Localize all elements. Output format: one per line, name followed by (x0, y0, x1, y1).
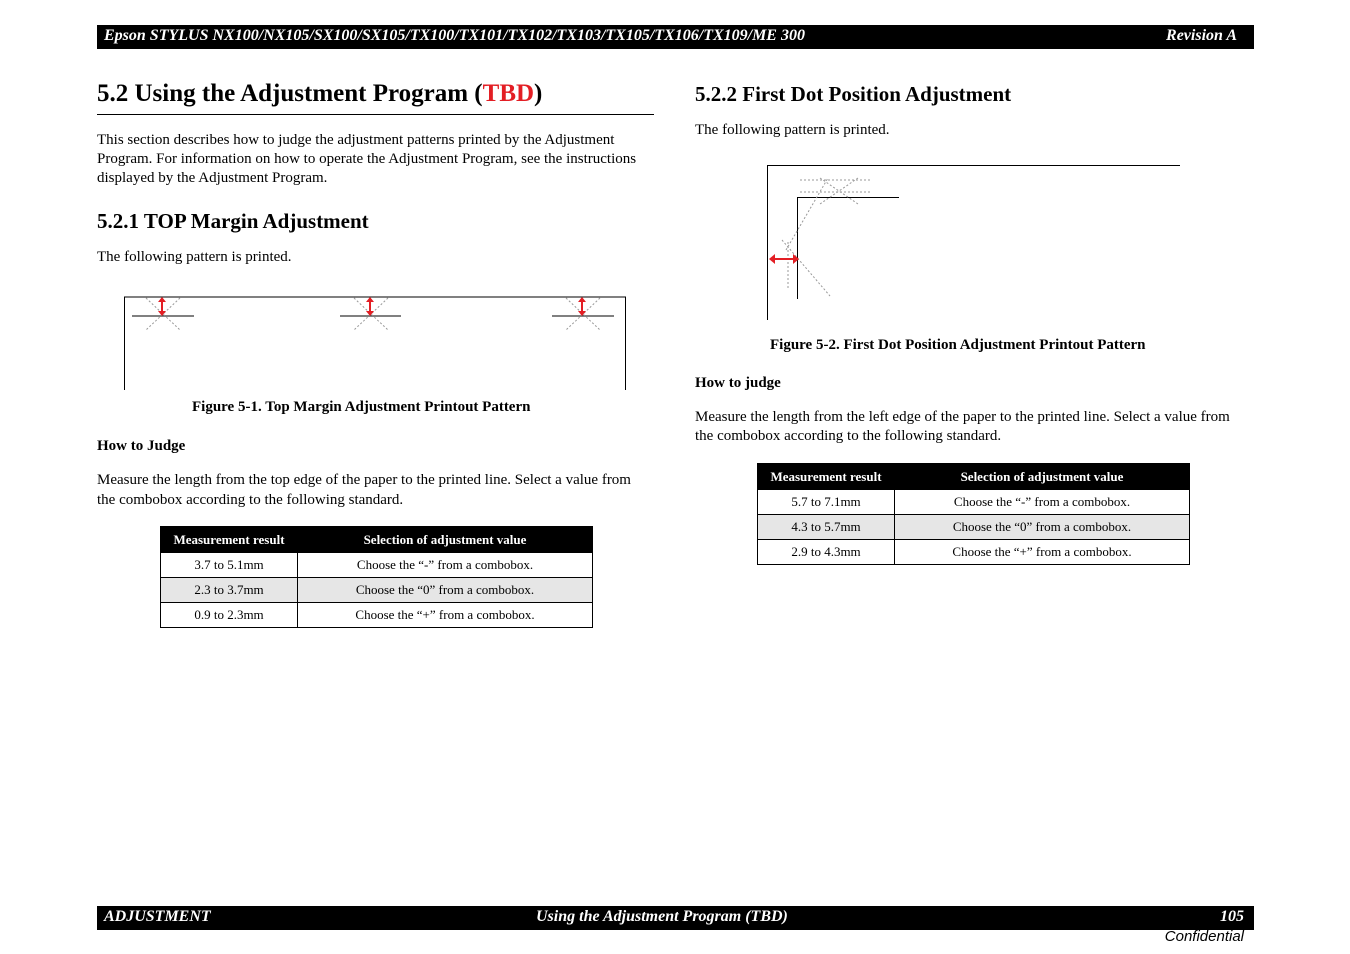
section-title-text: 5.2 Using the Adjustment Program ( (97, 80, 483, 107)
table-row (758, 515, 1190, 540)
section-title-close: ) (534, 80, 543, 107)
table-cell: Choose the “+” from a combobox. (895, 540, 1190, 565)
first-dot-pattern-text: The following pattern is printed. (695, 122, 890, 138)
table-cell: Choose the “+” from a combobox. (298, 603, 593, 628)
tbd-label: TBD (482, 80, 535, 107)
footer-bar (97, 906, 1254, 930)
top-margin-pattern-text: The following pattern is printed. (97, 249, 292, 265)
header-revision: Revision A (1166, 27, 1237, 44)
table-cell: Choose the “0” from a combobox. (298, 578, 593, 603)
header-title: Epson STYLUS NX100/NX105/SX100/SX105/TX100/TX101/TX102/TX103/TX105/TX106/TX109/ME 300 (104, 27, 805, 44)
first-dot-heading: 5.2.2 First Dot Position Adjustment (695, 82, 1012, 106)
confidential-label: Confidential (1164, 928, 1244, 945)
footer-page-number: 105 (1220, 908, 1244, 925)
section-title (97, 80, 542, 108)
top-margin-how-to: How to Judge (97, 438, 186, 454)
title-rule (97, 114, 654, 115)
figure-5-1-caption: Figure 5-1. Top Margin Adjustment Printout Pattern (192, 399, 531, 415)
table-header: Measurement result (161, 527, 298, 553)
header-bar (97, 25, 1254, 49)
first-dot-pattern-figure (760, 158, 1185, 323)
table-row (161, 603, 593, 628)
table-row (161, 578, 593, 603)
table-cell: Choose the “-” from a combobox. (298, 553, 593, 578)
top-margin-pattern-figure (118, 290, 633, 392)
table-cell: Choose the “0” from a combobox. (895, 515, 1190, 540)
footer-section: Using the Adjustment Program (TBD) (536, 908, 788, 925)
top-margin-heading: 5.2.1 TOP Margin Adjustment (97, 209, 369, 233)
first-dot-table (757, 463, 1190, 565)
first-dot-how-to: How to judge (695, 375, 781, 391)
table-cell: 4.3 to 5.7mm (758, 515, 895, 540)
first-dot-instructions: Measure the length from the left edge of the paper to the printed line. Select a value from the combobox according to the following standard. (695, 409, 1230, 444)
figure-5-2-caption: Figure 5-2. First Dot Position Adjustment Printout Pattern (770, 337, 1146, 353)
footer-chapter: ADJUSTMENT (104, 908, 211, 925)
table-cell: Choose the “-” from a combobox. (895, 490, 1190, 515)
section-intro: This section describes how to judge the adjustment patterns printed by the Adjustment Program. For information on how to operate the Adjustment Program, see the instructions displayed by the Adjustment Program. (97, 132, 637, 186)
table-header: Selection of adjustment value (895, 464, 1190, 490)
table-cell: 0.9 to 2.3mm (161, 603, 298, 628)
top-margin-instructions: Measure the length from the top edge of the paper to the printed line. Select a value from the combobox according to the following standard. (97, 472, 631, 508)
table-row (758, 490, 1190, 515)
table-header: Measurement result (758, 464, 895, 490)
table-row (161, 553, 593, 578)
table-row (758, 540, 1190, 565)
top-margin-table (160, 526, 593, 628)
table-cell: 3.7 to 5.1mm (161, 553, 298, 578)
table-cell: 5.7 to 7.1mm (758, 490, 895, 515)
table-cell: 2.3 to 3.7mm (161, 578, 298, 603)
table-cell: 2.9 to 4.3mm (758, 540, 895, 565)
table-header: Selection of adjustment value (298, 527, 593, 553)
